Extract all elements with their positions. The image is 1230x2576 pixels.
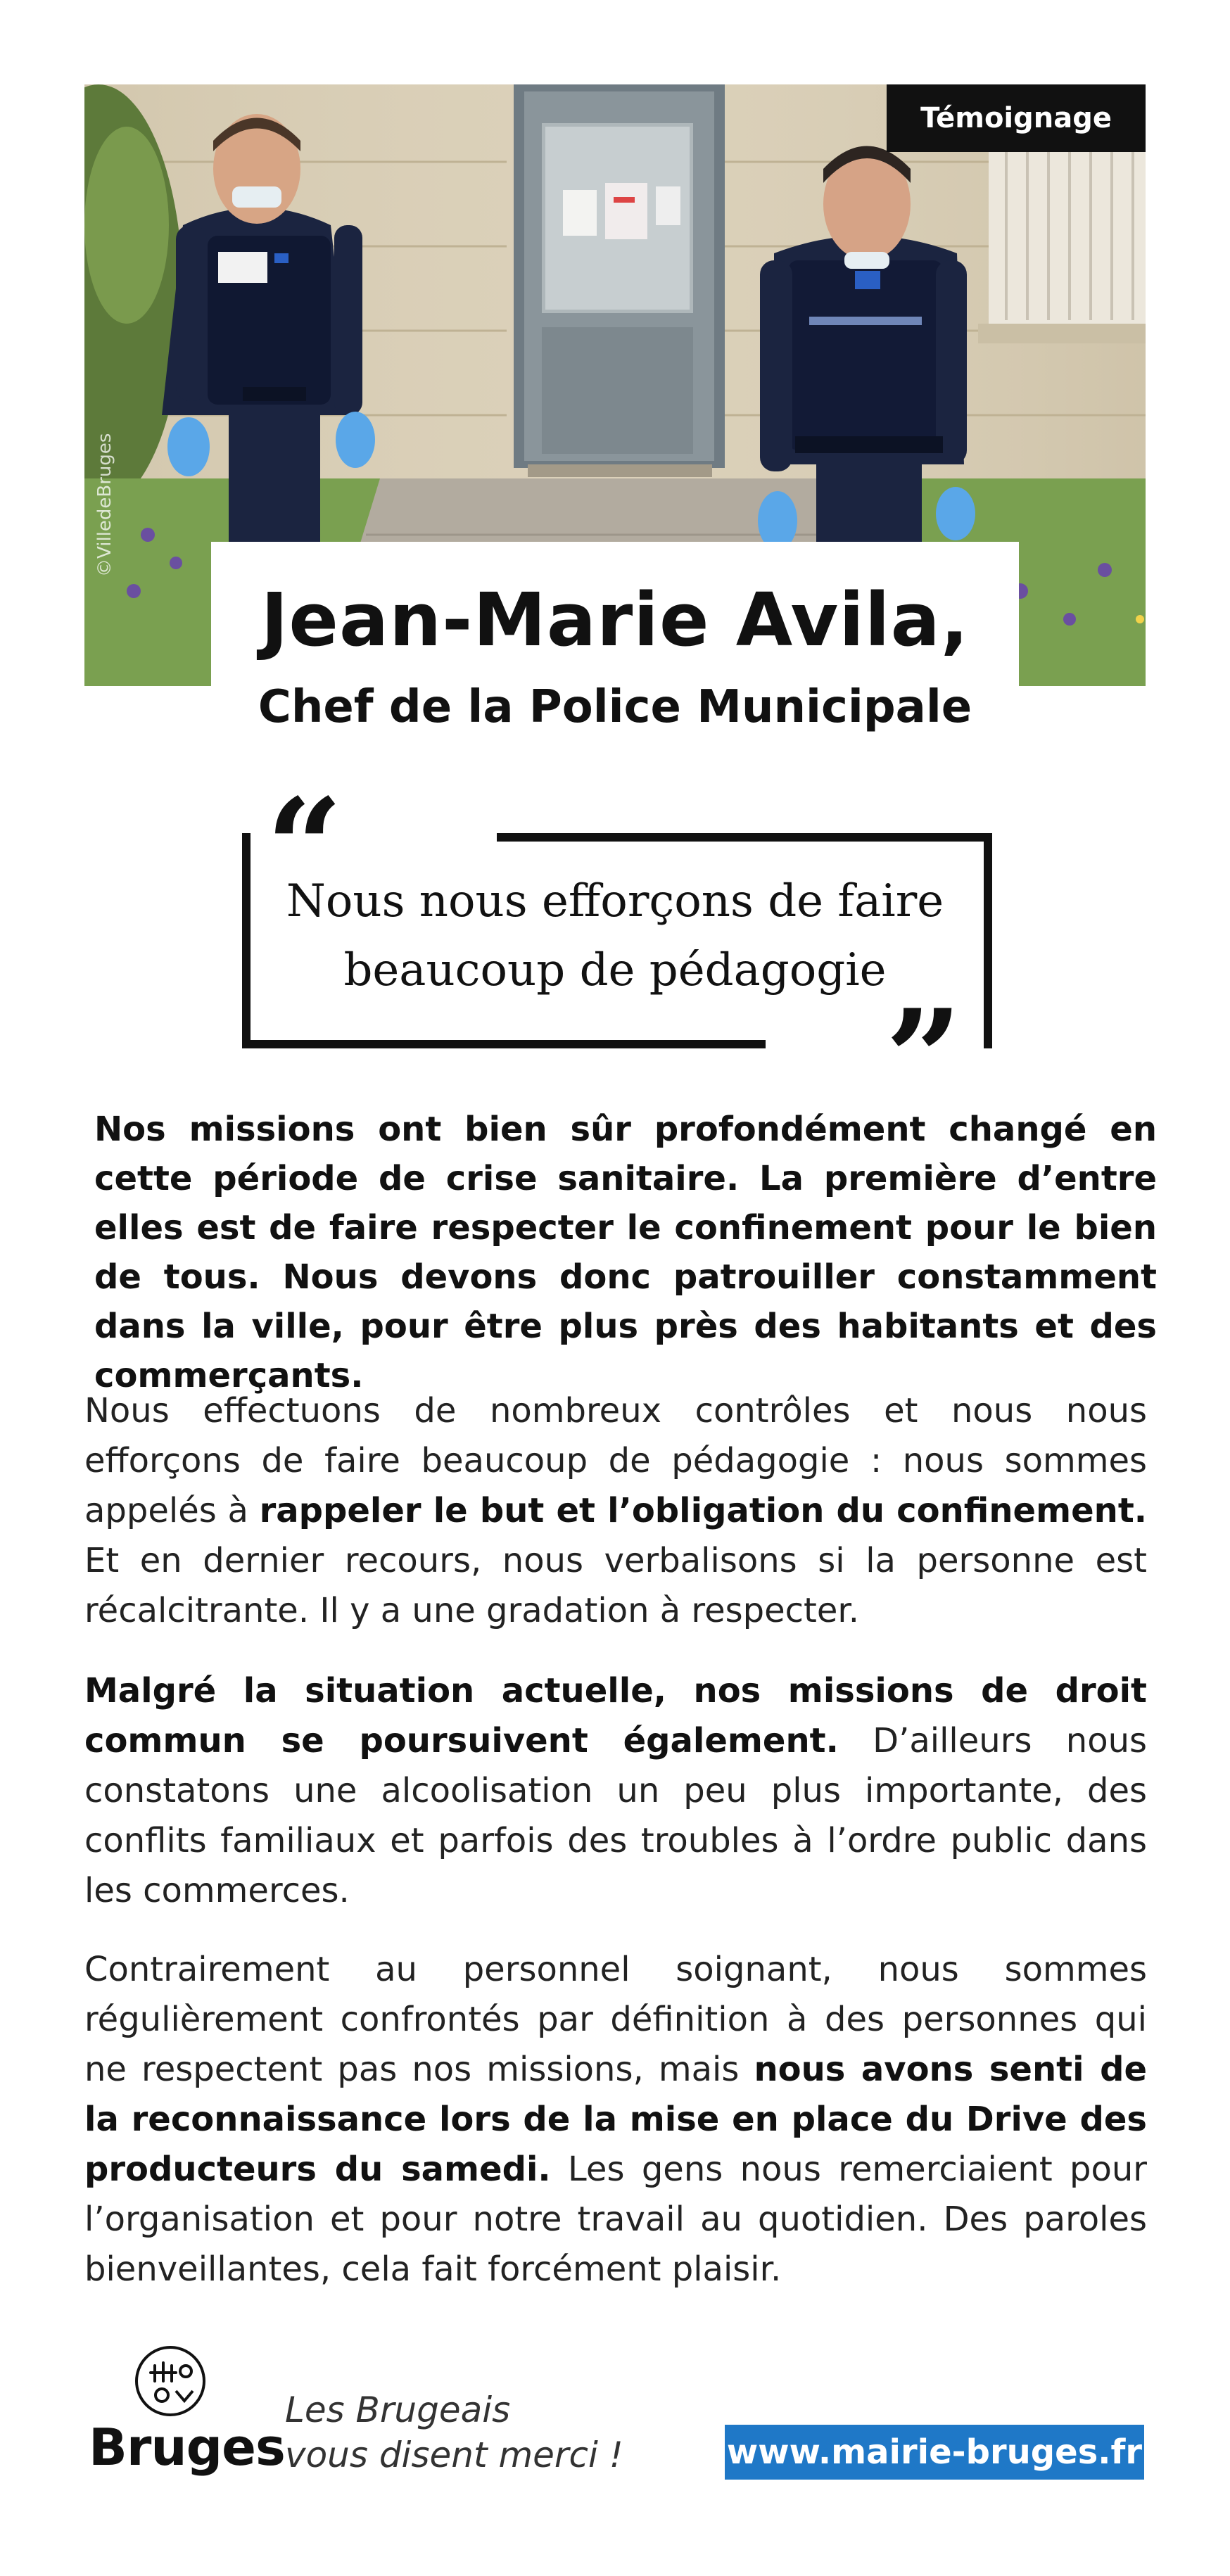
para3-text: Contrairement au personnel soignant, nous sommes régulièrement confrontés par définition à des personnes qui ne respectent pas nos missions, mais <box>84 1950 1147 2089</box>
para3-text-end: Les gens nous remerciaient pour l’organisation et pour notre travail au quotidien. Des paroles bienveillantes, cela fait forcément plaisir. <box>84 2150 1147 2289</box>
close-quote-icon: ” <box>885 980 963 1137</box>
para2-text: D’ailleurs nous constatons une alcoolisation un peu plus importante, des conflits familiaux et parfois des troubles à l’ordre public dans les commerces. <box>84 1721 1147 1910</box>
body-paragraph-2 <box>84 1666 1147 1916</box>
para1-text: Nous effectuons de nombreux contrôles et nous nous efforçons de faire beaucoup de pédagogie : nous sommes appelés à <box>84 1391 1147 1530</box>
brand-name: Bruges <box>89 2418 285 2477</box>
quote-frame-bottom <box>242 1040 766 1048</box>
pull-quote <box>253 867 977 1005</box>
thanks-line-2: vous disent merci ! <box>285 2435 623 2475</box>
lead-paragraph: Nos missions ont bien sûr profondément changé en cette période de crise sanitaire. La première d’entre elles est de faire respecter le confinement pour le bien de tous. Nous devons donc patrouiller constamment dans la ville, pour être plus près des habitants et des commerçants. <box>94 1110 1157 1395</box>
para3-emphasis: nous avons senti de la reconnaissance lors de la mise en place du Drive des producteurs du samedi. <box>84 2050 1148 2189</box>
para1-text-end: Et en dernier recours, nous verbalisons si la personne est récalcitrante. Il y a une gradation à respecter. <box>84 1541 1147 1630</box>
open-quote-icon: “ <box>266 769 343 926</box>
person-role: Chef de la Police Municipale <box>258 681 972 733</box>
body-paragraph-3 <box>84 1945 1147 2295</box>
quote-frame-left <box>242 833 251 1048</box>
pull-quote-line-2: beaucoup de pédagogie <box>343 944 887 996</box>
bruges-logo-icon <box>134 2345 207 2420</box>
quote-frame-top <box>497 833 992 842</box>
person-name: Jean-Marie Avila, <box>260 577 970 663</box>
website-link[interactable]: www.mairie-bruges.fr <box>725 2425 1144 2480</box>
quote-frame-right <box>984 833 992 1048</box>
para1-emphasis: rappeler le but et l’obligation du confinement. <box>259 1491 1148 1530</box>
thanks-line-1: Les Brugeais <box>285 2390 511 2430</box>
testimony-badge: Témoignage <box>887 84 1146 152</box>
photo-credit: ©VilledeBruges <box>94 433 115 577</box>
pull-quote-line-1: Nous nous efforçons de faire <box>286 875 944 927</box>
thanks-message <box>285 2387 623 2477</box>
para2-emphasis: Malgré la situation actuelle, nos missions de droit commun se poursuivent également. <box>84 1671 1147 1760</box>
body-paragraph-1 <box>84 1386 1147 1636</box>
